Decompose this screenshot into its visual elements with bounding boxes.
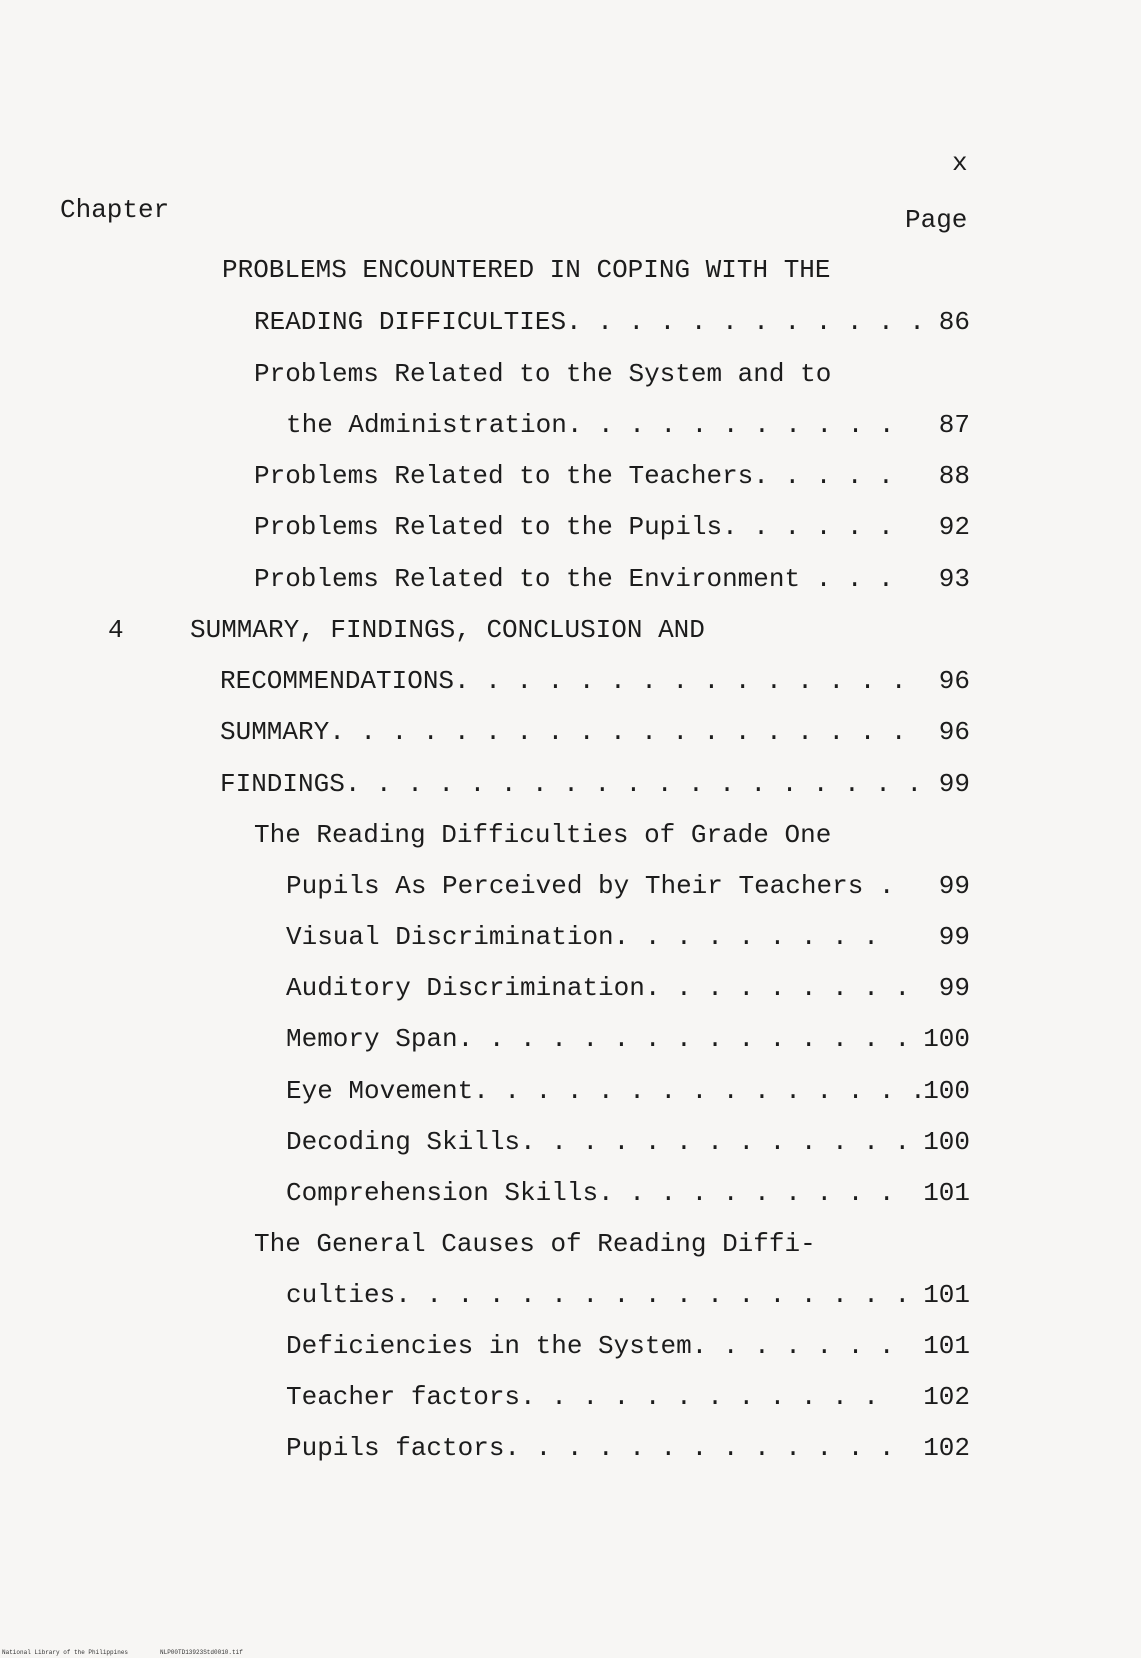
toc-entry-page: 92	[938, 512, 970, 542]
toc-entry-text: Auditory Discrimination. . . . . . . . .	[286, 973, 911, 1003]
toc-entry-text: the Administration. . . . . . . . . . .	[286, 410, 895, 440]
toc-entry-text: Comprehension Skills. . . . . . . . . .	[286, 1178, 895, 1208]
chapter-number: 4	[108, 615, 124, 645]
chapter-column-label: Chapter	[60, 195, 170, 225]
toc-entry-page: 87	[938, 410, 970, 440]
toc-entry-page: 101	[923, 1280, 970, 1310]
toc-entry-text: Problems Related to the Teachers. . . . .	[254, 461, 894, 491]
toc-entry-text: Visual Discrimination. . . . . . . . .	[286, 922, 879, 952]
toc-entry-text: culties. . . . . . . . . . . . . . . . .	[286, 1280, 911, 1310]
toc-entry-page: 100	[923, 1076, 970, 1106]
toc-entry-page: 100	[923, 1024, 970, 1054]
footer-file: NLP00TD13923Std0010.tif	[160, 1649, 243, 1656]
toc-entry-text: Problems Related to the Environment . . .	[254, 564, 894, 594]
toc-entry-text: Decoding Skills. . . . . . . . . . . . .	[286, 1127, 911, 1157]
toc-entry-text: Eye Movement. . . . . . . . . . . . . . .	[286, 1076, 926, 1106]
toc-entry-page: 100	[923, 1127, 970, 1157]
toc-entry-page: 99	[938, 871, 970, 901]
toc-entry-text: Pupils As Perceived by Their Teachers .	[286, 871, 895, 901]
page-column-label: Page	[905, 205, 968, 235]
footer-library: National Library of the Philippines	[2, 1649, 129, 1656]
toc-entry-page: 88	[938, 461, 970, 491]
toc-entry-text: Pupils factors. . . . . . . . . . . . .	[286, 1433, 895, 1463]
toc-entry-page: 99	[938, 769, 970, 799]
toc-entry-text: SUMMARY, FINDINGS, CONCLUSION AND	[190, 615, 705, 645]
toc-entry-page: 99	[938, 973, 970, 1003]
toc-entry-text: Problems Related to the System and to	[254, 359, 832, 389]
toc-entry-page: 101	[923, 1178, 970, 1208]
toc-entry-text: READING DIFFICULTIES. . . . . . . . . . . .	[254, 307, 925, 337]
toc-entry-text: Deficiencies in the System. . . . . . .	[286, 1331, 895, 1361]
toc-entry-text: Memory Span. . . . . . . . . . . . . . .	[286, 1024, 911, 1054]
toc-entry-text: Teacher factors. . . . . . . . . . . .	[286, 1382, 879, 1412]
toc-entry-text: SUMMARY. . . . . . . . . . . . . . . . . . .	[220, 717, 907, 747]
toc-entry-text: The General Causes of Reading Diffi-	[254, 1229, 816, 1259]
page-number: x	[952, 148, 968, 178]
toc-entry-page: 96	[938, 666, 970, 696]
toc-entry-page: 102	[923, 1433, 970, 1463]
toc-entry-page: 93	[938, 564, 970, 594]
toc-entry-page: 101	[923, 1331, 970, 1361]
toc-entry-page: 99	[938, 922, 970, 952]
toc-entry-text: Problems Related to the Pupils. . . . . .	[254, 512, 894, 542]
toc-entry-text: The Reading Difficulties of Grade One	[254, 820, 832, 850]
toc-entry-text: FINDINGS. . . . . . . . . . . . . . . . . . .	[220, 769, 923, 799]
toc-entry-page: 102	[923, 1382, 970, 1412]
toc-entry-text: RECOMMENDATIONS. . . . . . . . . . . . . . .	[220, 666, 907, 696]
toc-entry-page: 86	[938, 307, 970, 337]
toc-entry-page: 96	[938, 717, 970, 747]
toc-entry-text: PROBLEMS ENCOUNTERED IN COPING WITH THE	[222, 255, 831, 285]
